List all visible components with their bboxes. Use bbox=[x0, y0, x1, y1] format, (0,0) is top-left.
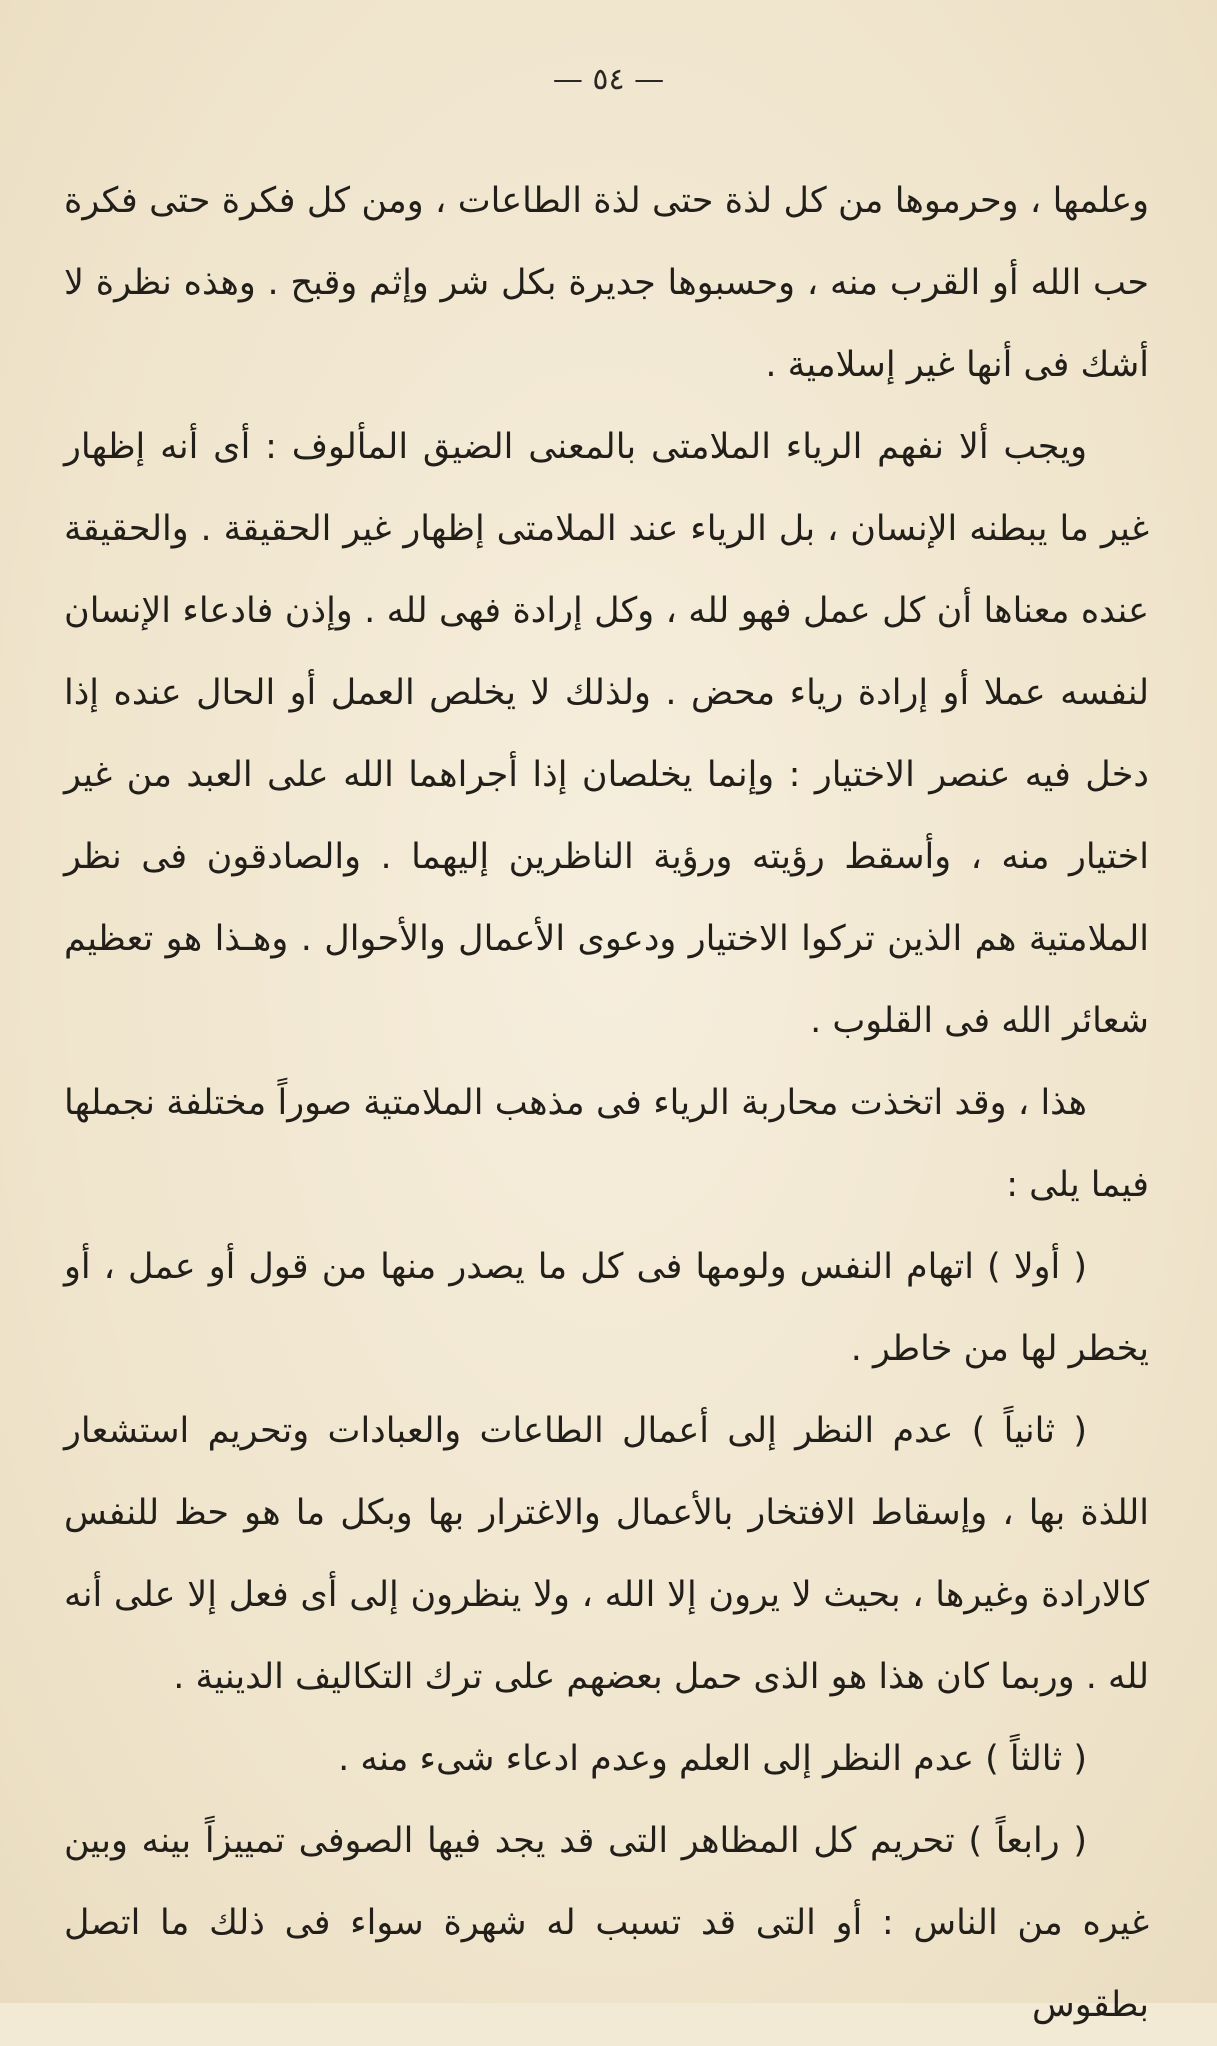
list-item: ( ثالثاً ) عدم النظر إلى العلم وعدم ادعاء شىء منه . bbox=[338, 1739, 1087, 1779]
page-number: — ٥٤ — bbox=[552, 62, 665, 97]
body-text bbox=[64, 160, 1149, 2046]
paragraph: هذا ، وقد اتخذت محاربة الرياء فى مذهب الملامتية صوراً مختلفة نجملها فيما يلى : bbox=[64, 1083, 1149, 1205]
list-item: ( رابعاً ) تحريم كل المظاهر التى قد يجد فيها الصوفى تمييزاً بينه وبين غيره من الناس : أو التى قد تسبب له شهرة سواء فى ذلك ما اتصل بطقوس bbox=[64, 1821, 1149, 2025]
list-item: ( ثانياً ) عدم النظر إلى أعمال الطاعات والعبادات وتحريم استشعار اللذة بها ، وإسقاط الافتخار بالأعمال والاغترار بها وبكل ما هو حظ للنفس كالارادة وغيرها ، بحيث لا يرون إلا الله ، ولا ينظرون إلى أى فعل إلا على أنه لله . وربما كان هذا هو الذى حمل بعضهم على ترك التكاليف الدينية . bbox=[64, 1411, 1149, 1697]
paragraph: ويجب ألا نفهم الرياء الملامتى بالمعنى الضيق المألوف : أى أنه إظهار غير ما يبطنه الإنسان ، بل الرياء عند الملامتى إظهار غير الحقيقة . والحقيقة عنده معناها أن كل عمل فهو لله ، وكل إرادة فهى لله . وإذن فادعاء الإنسان لنفسه عملا أو إرادة رياء محض . ولذلك لا يخلص العمل أو الحال عنده إذا دخل فيه عنصر الاختيار : وإنما يخلصان إذا أجراهما الله على العبد من غير اختيار منه ، وأسقط رؤيته ورؤية الناظرين إليهما . والصادقون فى نظر الملامتية هم الذين تركوا الاختيار ودعوى الأعمال والأحوال . وهـذا هو تعظيم شعائر الله فى القلوب . bbox=[64, 427, 1149, 1041]
list-item: ( أولا ) اتهام النفس ولومها فى كل ما يصدر منها من قول أو عمل ، أو يخطر لها من خاطر . bbox=[64, 1247, 1149, 1369]
paragraph: وعلمها ، وحرموها من كل لذة حتى لذة الطاعات ، ومن كل فكرة حتى فكرة حب الله أو القرب منه ، وحسبوها جديرة بكل شر وإثم وقبح . وهذه نظرة لا أشك فى أنها غير إسلامية . bbox=[64, 181, 1149, 385]
